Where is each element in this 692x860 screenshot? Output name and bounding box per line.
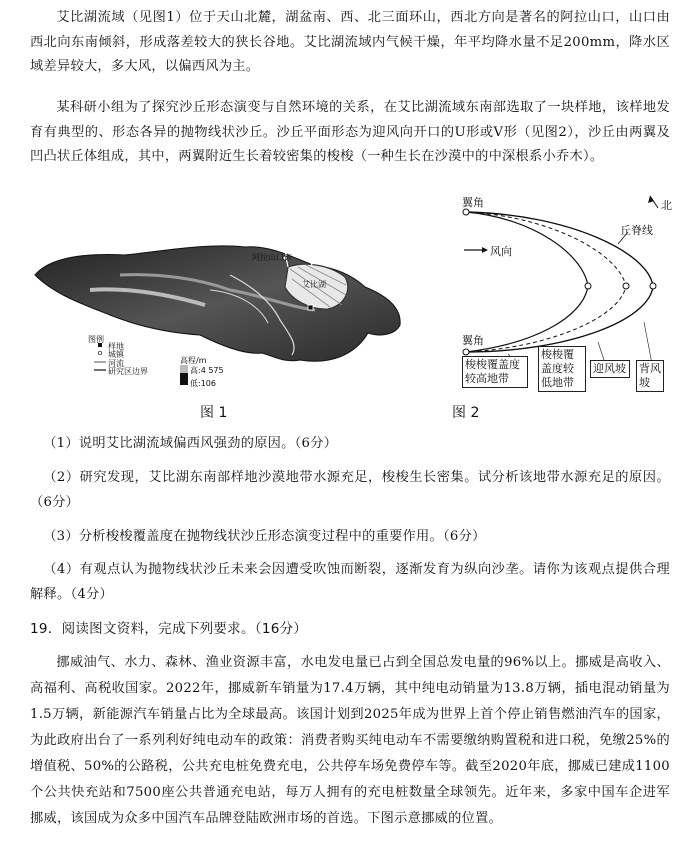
question-2: （2）研究发现，艾比湖东南部样地沙漠地带水源充足，梭梭生长密集。试分析该地带水源充足的原因。（6分） [30, 470, 670, 510]
zone-low-coverage: 梭梭覆盖度较低地带 [538, 346, 586, 392]
intro-paragraph-2: 某科研小组为了探究沙丘形态演变与自然环境的关系，在艾比湖流域东南部选取了一块样地，该样地发育有典型的、形态各异的抛物线状沙丘。沙丘平面形态为迎风向开口的U形或V形（见图2），沙丘由两翼及凹凸状丘体组成，其中，两翼附近生长着较密集的梭梭（一种生长在沙漠中的中深根系小乔木）。 [30, 100, 670, 164]
figure-2-caption: 图 2 [452, 405, 480, 421]
figure-1-caption: 图 1 [200, 405, 228, 421]
question-19-heading: 19．阅读图文资料，完成下列要求。（16分） [30, 621, 308, 637]
question-1: （1）说明艾比湖流域偏西风强劲的原因。（6分） [43, 436, 338, 451]
figure-1-map [30, 195, 410, 400]
legend-river: 河流 [108, 359, 124, 368]
legend-town: 城镇 [108, 350, 124, 359]
legend-sample-plot: 样地 [108, 342, 124, 351]
wing-tip-bottom-label: 翼角 [462, 334, 484, 347]
question-3: （3）分析梭梭覆盖度在抛物线状沙丘形态演变过程中的重要作用。（6分） [43, 529, 486, 544]
figure-2-diagram [448, 192, 678, 402]
legend-title: 图例 [88, 335, 104, 344]
leeward-slope-label: 背风坡 [636, 360, 664, 392]
north-label: 北 [661, 199, 672, 212]
ridge-line-label: 丘脊线 [620, 224, 653, 237]
question-19-paragraph: 挪威油气、水力、森林、渔业资源丰富，水电发电量已占到全国总发电量的96%以上。挪威是高收入、高福利、高税收国家。2022年，挪威新车销量为17.4万辆，其中纯电动销量为13.8万辆，插电混动销量为1.5万辆，新能源汽车销量占比为全球最高。该国计划到2025年成为世界上首个停止销售燃油汽车的国家，为此政府出台了一系列利好纯电动车的政策：消费者购买纯电动车不需要缴纳购置税和进口税，免缴25%的增值税、50%的公路税，公共充电桩免费充电，公共停车场免费停车等。截至2020年底，挪威已建成1100个公共快充站和7500座公共普通充电站，每万人拥有的充电桩数量全球领先。近年来，多家中国车企进军挪威，该国成为众多中国汽车品牌登陆欧洲市场的首选。下图示意挪威的位置。 [30, 655, 670, 826]
lake-label: 艾比湖 [302, 280, 326, 289]
intro-paragraph-1: 艾比湖流域（见图1）位于天山北麓，湖盆南、西、北三面环山，西北方向是著名的阿拉山口，山口由西北向东南倾斜，形成落差较大的狭长谷地。艾比湖流域内气候干燥，年平均降水量不足200mm，降水区域差异较大，多大风，以偏西风为主。 [30, 10, 670, 74]
zone-high-coverage: 梭梭覆盖度较高地带 [462, 356, 528, 388]
elevation-title: 高程/m [180, 356, 207, 365]
question-4: （4）有观点认为抛物线状沙丘未来会因遭受吹蚀而断裂，逐渐发育为纵向沙垄。请你为该观点提供合理解释。（4分） [30, 562, 670, 602]
legend-boundary: 研究区边界 [108, 367, 148, 376]
place-alashankou: 阿拉山口市 [252, 253, 292, 262]
windward-slope-label: 迎风坡 [590, 360, 630, 378]
wing-tip-top-label: 翼角 [462, 196, 484, 209]
wind-direction-label: 风向 [490, 245, 512, 258]
elevation-low: 低:106 [190, 379, 216, 388]
elevation-high: 高:4 575 [190, 366, 224, 375]
